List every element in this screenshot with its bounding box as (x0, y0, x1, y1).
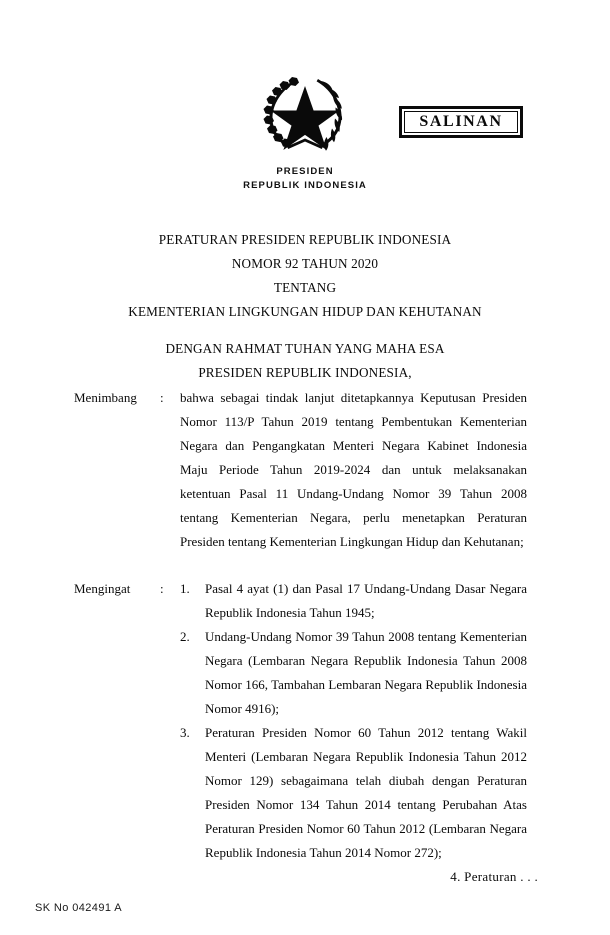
regulation-title-block (0, 228, 610, 324)
list-item (180, 625, 527, 721)
title-line-about: TENTANG (273, 280, 337, 295)
list-item-marker: 2. (180, 629, 190, 644)
recalling-body (180, 577, 527, 865)
recalling-colon: : (160, 581, 164, 596)
list-item (180, 577, 527, 625)
title-line-subject: KEMENTERIAN LINGKUNGAN HIDUP DAN KEHUTANAN (128, 304, 482, 319)
republic-heading-line-2: REPUBLIK INDONESIA (243, 179, 367, 191)
list-item-marker: 3. (180, 725, 190, 740)
considering-clause (74, 386, 527, 554)
considering-body (180, 386, 527, 554)
enacting-formula-block (0, 337, 610, 385)
enacting-line-president: PRESIDEN REPUBLIK INDONESIA, (198, 365, 412, 380)
title-line-regulation: PERATURAN PRESIDEN REPUBLIK INDONESIA (158, 232, 452, 247)
recalling-list (180, 577, 527, 865)
list-item-text: Undang-Undang Nomor 39 Tahun 2008 tentang Kementerian Negara (Lembaran Negara Republik Indonesia Tahun 2008 Nomor 166, Tambahan Lembaran Negara Republik Indonesia Nomor 4916); (205, 629, 527, 716)
considering-colon: : (160, 390, 164, 405)
republic-heading-line-1: PRESIDEN (276, 166, 334, 177)
salinan-stamp-label: SALINAN (404, 111, 518, 133)
list-item (180, 721, 527, 865)
title-line-number: NOMOR 92 TAHUN 2020 (231, 256, 379, 271)
continuation-marker: 4. Peraturan . . . (450, 869, 538, 884)
recalling-label: Mengingat (74, 581, 131, 596)
list-item-marker: 1. (180, 581, 190, 596)
list-item-text: Pasal 4 ayat (1) dan Pasal 17 Undang-Undang Dasar Negara Republik Indonesia Tahun 1945; (205, 581, 527, 620)
republic-heading (0, 166, 610, 192)
list-item-text: Peraturan Presiden Nomor 60 Tahun 2012 tentang Wakil Menteri (Lembaran Negara Republik Indonesia Tahun 2012 Nomor 129) sebagaimana telah diubah dengan Peraturan Presiden Nomor 134 Tahun 2014 tentang Perubahan Atas Peraturan Presiden Nomor 60 Tahun 2012 (Lembaran Negara Republik Indonesia Tahun 2014 Nomor 272); (205, 725, 527, 860)
considering-text: bahwa sebagai tindak lanjut ditetapkannya Keputusan Presiden Nomor 113/P Tahun 2019 tentang Pembentukan Kementerian Negara dan Pengangkatan Menteri Negara Kabinet Indonesia Maju Periode Tahun 2019-2024 dan untuk melaksanakan ketentuan Pasal 11 Undang-Undang Nomor 39 Tahun 2008 tentang Kementerian Negara, perlu menetapkan Peraturan Presiden tentang Kementerian Lingkungan Hidup dan Kehutanan; (180, 390, 527, 549)
enacting-line-blessing: DENGAN RAHMAT TUHAN YANG MAHA ESA (165, 341, 445, 356)
recalling-clause (74, 577, 527, 865)
salinan-stamp (399, 106, 523, 138)
garuda-star-wreath-emblem-icon (259, 72, 351, 156)
considering-label: Menimbang (74, 390, 137, 405)
document-sk-code: SK No 042491 A (35, 902, 122, 914)
